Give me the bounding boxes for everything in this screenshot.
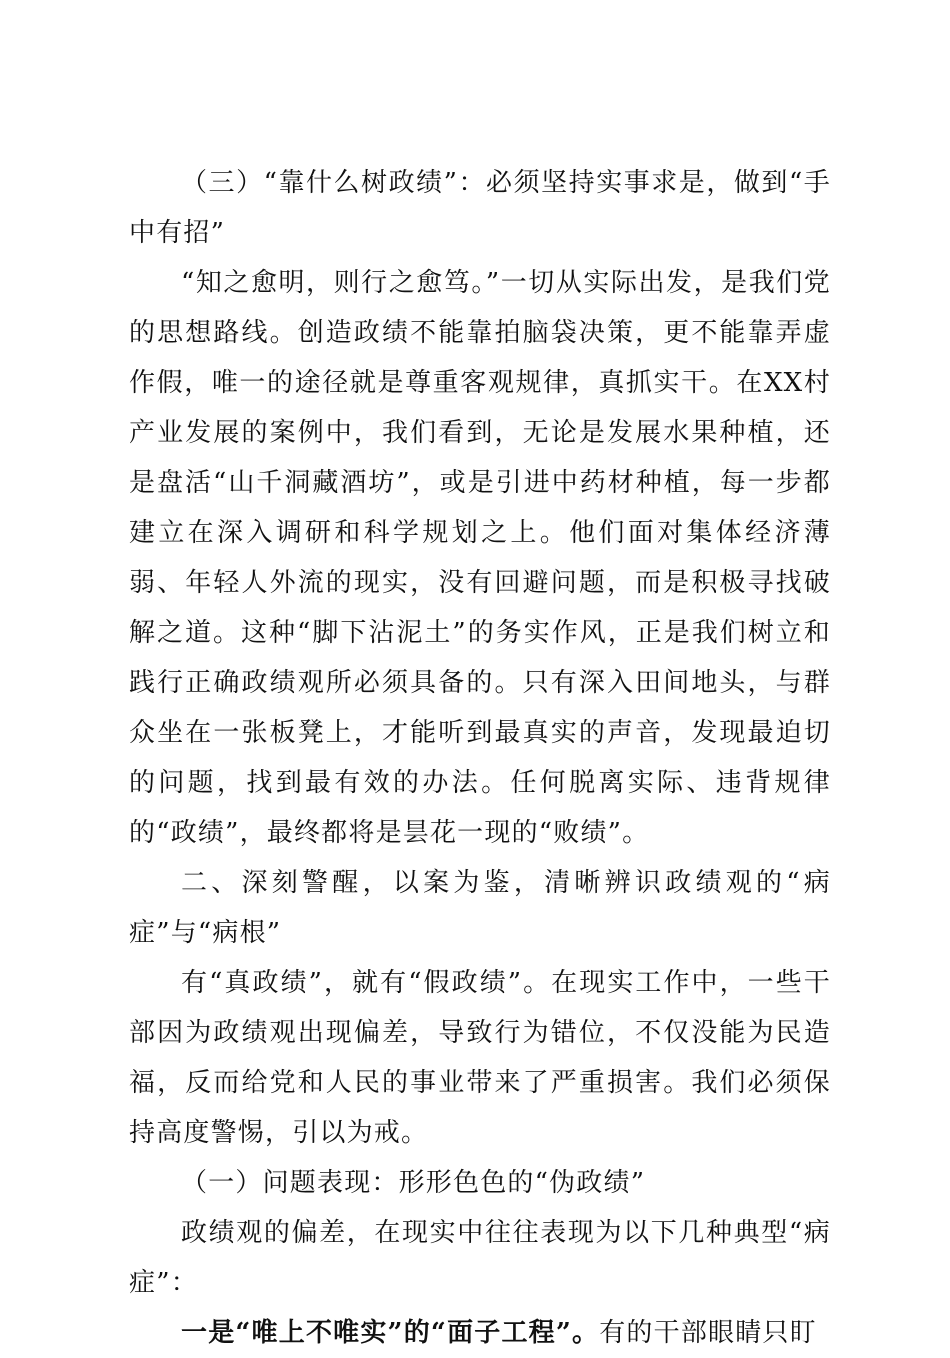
list-item-1-lead: 一是“唯上不唯实”的“面子工程”。 xyxy=(181,1318,600,1348)
list-item-1-text: 有的干部眼睛只盯 xyxy=(599,1318,817,1348)
paragraph-3: 政绩观的偏差，在现实中往往表现为以下几种典型“病症”： xyxy=(129,1218,831,1298)
part-heading-2: 二、深刻警醒，以案为鉴，清晰辨识政绩观的“病症”与“病根” xyxy=(129,868,831,948)
section-heading-3: （三）“靠什么树政绩”：必须坚持实事求是，做到“手中有招” xyxy=(129,168,831,248)
section-heading-1: （一）问题表现：形形色色的“伪政绩” xyxy=(181,1168,646,1198)
paragraph-1: “知之愈明，则行之愈笃。”一切从实际出发，是我们党的思想路线。创造政绩不能靠拍脑袋决策，更不能靠弄虚作假，唯一的途径就是尊重客观规律，真抓实干。在XX村产业发展的案例中，我们看到，无论是发展水果种植，还是盘活“山千洞藏酒坊”，或是引进中药材种植，每一步都建立在深入调研和科学规划之上。他们面对集体经济薄弱、年轻人外流的现实，没有回避问题，而是积极寻找破解之道。这种“脚下沾泥土”的务实作风，正是我们树立和践行正确政绩观所必须具备的。只有深入田间地头，与群众坐在一张板凳上，才能听到最真实的声音，发现最迫切的问题，找到最有效的办法。任何脱离实际、违背规律的“政绩”，最终都将是昙花一现的“败绩”。 xyxy=(129,268,831,848)
document-body xyxy=(129,158,831,1358)
list-item-1 xyxy=(129,1308,831,1358)
paragraph-2: 有“真政绩”，就有“假政绩”。在现实工作中，一些干部因为政绩观出现偏差，导致行为错位，不仅没能为民造福，反而给党和人民的事业带来了严重损害。我们必须保持高度警惕，引以为戒。 xyxy=(129,968,831,1148)
